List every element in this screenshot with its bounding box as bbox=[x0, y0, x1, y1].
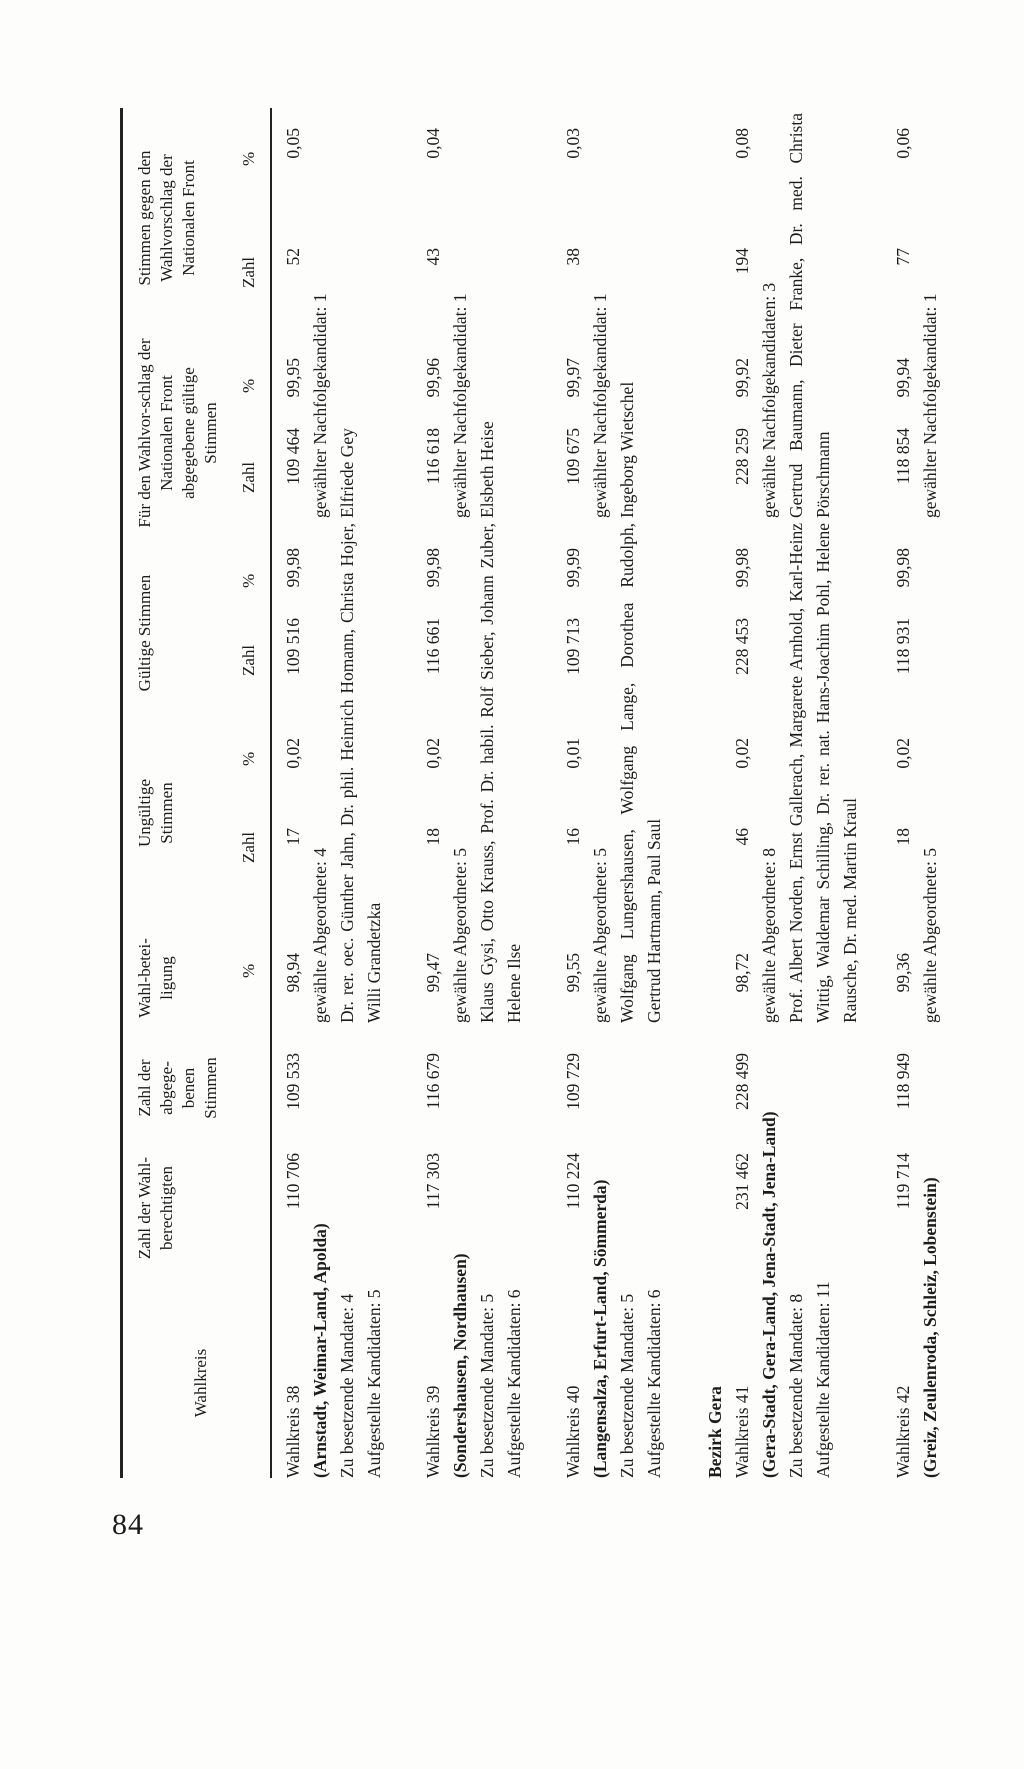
elected-names: Klaus Gysi, Otto Krauss, Prof. Dr. habil. Rolf Sieber, Johann Zuber, Helene Ilse bbox=[477, 523, 524, 1023]
gueltig-zahl: 109 516 bbox=[283, 618, 303, 675]
successor-names: Elfriede Gey bbox=[337, 428, 357, 518]
ungueltig-pct: 0,01 bbox=[563, 738, 583, 769]
sub-pct-gegen: % bbox=[239, 151, 258, 166]
sub-zahl-gegen: Zahl bbox=[239, 256, 258, 288]
mandate-count: Zu besetzende Mandate: 5 bbox=[477, 1293, 497, 1478]
gueltig-pct: 99,98 bbox=[732, 548, 752, 588]
sub-pct-gueltig: % bbox=[239, 573, 258, 588]
bezirk-heading: Bezirk Gera bbox=[705, 1386, 725, 1478]
elected-names: Prof. Albert Norden, Ernst Gallerach, Margarete Arnhold, Karl-Heinz Wittig, Waldemar Schilling, Dr. rer. nat. Hans-Joachim Pohl, Helene Rausche, Dr. med. Martin Kraul bbox=[786, 523, 860, 1023]
elected-names: Dr. rer. oec. Günther Jahn, Dr. phil. Heinrich Homann, Christa Hojer, Willi Grandetzka bbox=[337, 523, 384, 1023]
fuer-zahl: 109 675 bbox=[563, 428, 583, 485]
wahlkreis-areas: (Arnstadt, Weimar-Land, Apolda) bbox=[310, 1223, 330, 1478]
sub-zahl-gueltig: Zahl bbox=[239, 644, 258, 676]
mandate-count: Zu besetzende Mandate: 5 bbox=[617, 1293, 637, 1478]
abgegeben-value: 118 949 bbox=[893, 1053, 913, 1110]
fuer-zahl: 116 618 bbox=[423, 428, 443, 485]
gewaehlte-abgeordnete: gewählte Abgeordnete: 5 bbox=[450, 848, 470, 1023]
ungueltig-zahl: 17 bbox=[283, 828, 303, 846]
mandate-count: Zu besetzende Mandate: 4 bbox=[337, 1293, 357, 1478]
fuer-pct: 99,96 bbox=[423, 358, 443, 398]
gegen-pct: 0,05 bbox=[283, 128, 303, 159]
fuer-pct: 99,97 bbox=[563, 358, 583, 398]
wahlkreis-areas: (Sondershausen, Nordhausen) bbox=[450, 1253, 470, 1478]
header-abgegebene: Zahl der abgege-benen Stimmen bbox=[135, 1057, 220, 1119]
ungueltig-zahl: 16 bbox=[563, 828, 583, 846]
gueltig-zahl: 228 453 bbox=[732, 618, 752, 675]
sub-pct-ungueltig: % bbox=[239, 751, 258, 766]
gegen-zahl: 77 bbox=[893, 248, 913, 266]
elected-names: Wolfgang Lungershausen, Wolfgang Lange, Dorothea Rudolph, Gertrud Hartmann, Paul Saul bbox=[617, 523, 664, 1023]
ungueltig-zahl: 46 bbox=[732, 828, 752, 846]
abgegeben-value: 109 729 bbox=[563, 1053, 583, 1110]
nachfolgekandidat-line: gewählter Nachfolgekandidat: 1 bbox=[920, 293, 940, 518]
nachfolgekandidat-line: gewählter Nachfolgekandidat: 1 bbox=[590, 293, 610, 518]
wahlberechtigte-value: 110 224 bbox=[563, 1153, 583, 1210]
header-wahlkreis: Wahlkreis bbox=[191, 1348, 210, 1418]
gegen-pct: 0,08 bbox=[732, 128, 752, 159]
gegen-pct: 0,04 bbox=[423, 128, 443, 159]
gegen-zahl: 52 bbox=[283, 248, 303, 266]
ungueltig-pct: 0,02 bbox=[283, 738, 303, 769]
candidate-count: Aufgestellte Kandidaten: 5 bbox=[364, 1289, 384, 1478]
successor-names: Elsbeth Heise bbox=[477, 421, 497, 518]
gueltig-pct: 99,98 bbox=[893, 548, 913, 588]
wahlkreis-areas: (Greiz, Zeulenroda, Schleiz, Lobenstein) bbox=[920, 1177, 940, 1478]
wahlberechtigte-value: 117 303 bbox=[423, 1153, 443, 1210]
ungueltig-pct: 0,02 bbox=[732, 738, 752, 769]
abgegeben-value: 116 679 bbox=[423, 1053, 443, 1110]
fuer-zahl: 228 259 bbox=[732, 428, 752, 485]
gewaehlte-abgeordnete: gewählte Abgeordnete: 8 bbox=[759, 848, 779, 1023]
header-gegen: Stimmen gegen den Wahlvorschlag der Nationalen Front bbox=[135, 150, 198, 286]
successor-names: Ingeborg Wietschel bbox=[617, 381, 637, 518]
nachfolgekandidat-line: gewählter Nachfolgekandidat: 1 bbox=[310, 293, 330, 518]
nachfolgekandidat-line: gewählter Nachfolgekandidat: 1 bbox=[450, 293, 470, 518]
gegen-pct: 0,06 bbox=[893, 128, 913, 159]
gueltig-pct: 99,98 bbox=[283, 548, 303, 588]
wahlkreis-label: Wahlkreis 42 bbox=[893, 1385, 913, 1478]
gueltig-zahl: 118 931 bbox=[893, 618, 913, 675]
gewaehlte-abgeordnete: gewählte Abgeordnete: 5 bbox=[590, 848, 610, 1023]
gewaehlte-abgeordnete: gewählte Abgeordnete: 5 bbox=[920, 848, 940, 1023]
header-wahlberechtigte: Zahl der Wahl-berechtigten bbox=[135, 1156, 176, 1260]
mandate-count: Zu besetzende Mandate: 8 bbox=[786, 1293, 806, 1478]
ungueltig-pct: 0,02 bbox=[893, 738, 913, 769]
gueltig-pct: 99,99 bbox=[563, 548, 583, 588]
candidate-count: Aufgestellte Kandidaten: 11 bbox=[813, 1281, 833, 1478]
ungueltig-pct: 0,02 bbox=[423, 738, 443, 769]
ungueltig-zahl: 18 bbox=[423, 828, 443, 846]
sub-zahl-fuer: Zahl bbox=[239, 461, 258, 493]
wahlkreis-label: Wahlkreis 38 bbox=[283, 1385, 303, 1478]
wahlberechtigte-value: 110 706 bbox=[283, 1153, 303, 1210]
gewaehlte-abgeordnete: gewählte Abgeordnete: 4 bbox=[310, 848, 330, 1023]
fuer-pct: 99,92 bbox=[732, 358, 752, 398]
beteiligung-value: 99,36 bbox=[893, 953, 913, 993]
table-header-rule bbox=[270, 108, 272, 1478]
wahlberechtigte-value: 119 714 bbox=[893, 1153, 913, 1210]
page-number: 84 bbox=[112, 1508, 144, 1541]
gegen-zahl: 43 bbox=[423, 248, 443, 266]
gegen-zahl: 194 bbox=[732, 248, 752, 275]
wahlkreis-label: Wahlkreis 40 bbox=[563, 1385, 583, 1478]
gegen-pct: 0,03 bbox=[563, 128, 583, 159]
gegen-zahl: 38 bbox=[563, 248, 583, 266]
candidate-count: Aufgestellte Kandidaten: 6 bbox=[504, 1289, 524, 1478]
header-wahlbeteiligung: Wahl-betei-ligung bbox=[135, 938, 176, 1018]
sub-pct-fuer: % bbox=[239, 378, 258, 393]
candidate-count: Aufgestellte Kandidaten: 6 bbox=[644, 1289, 664, 1478]
wahlberechtigte-value: 231 462 bbox=[732, 1153, 752, 1210]
wahlkreis-label: Wahlkreis 41 bbox=[732, 1385, 752, 1478]
successor-names: Gertrud Baumann, Dieter Franke, Dr. med. Christa Pörschmann bbox=[786, 113, 833, 518]
gueltig-zahl: 116 661 bbox=[423, 618, 443, 675]
header-gueltige: Gültige Stimmen bbox=[135, 574, 154, 692]
wahlkreis-areas: (Gera-Stadt, Gera-Land, Jena-Stadt, Jena-Land) bbox=[759, 1111, 779, 1478]
nachfolgekandidat-line: gewählte Nachfolgekandidaten: 3 bbox=[759, 282, 779, 518]
fuer-pct: 99,95 bbox=[283, 358, 303, 398]
gueltig-zahl: 109 713 bbox=[563, 618, 583, 675]
rotated-election-table bbox=[120, 108, 940, 1478]
beteiligung-value: 98,94 bbox=[283, 953, 303, 993]
table-top-rule bbox=[120, 108, 123, 1478]
beteiligung-value: 99,47 bbox=[423, 953, 443, 993]
sub-zahl-ungueltig: Zahl bbox=[239, 831, 258, 863]
wahlkreis-label: Wahlkreis 39 bbox=[423, 1385, 443, 1478]
gueltig-pct: 99,98 bbox=[423, 548, 443, 588]
wahlkreis-areas: (Langensalza, Erfurt-Land, Sömmerda) bbox=[590, 1179, 610, 1478]
header-ungueltige: Ungültige Stimmen bbox=[135, 779, 176, 847]
sub-pct-beteiligung: % bbox=[239, 963, 258, 978]
abgegeben-value: 109 533 bbox=[283, 1053, 303, 1110]
beteiligung-value: 99,55 bbox=[563, 953, 583, 993]
fuer-zahl: 118 854 bbox=[893, 428, 913, 485]
abgegeben-value: 228 499 bbox=[732, 1053, 752, 1110]
ungueltig-zahl: 18 bbox=[893, 828, 913, 846]
fuer-zahl: 109 464 bbox=[283, 428, 303, 485]
beteiligung-value: 98,72 bbox=[732, 953, 752, 993]
fuer-pct: 99,94 bbox=[893, 358, 913, 398]
header-fuer: Für den Wahlvor-schlag der Nationalen Front abgegebene gültige Stimmen bbox=[135, 338, 220, 528]
